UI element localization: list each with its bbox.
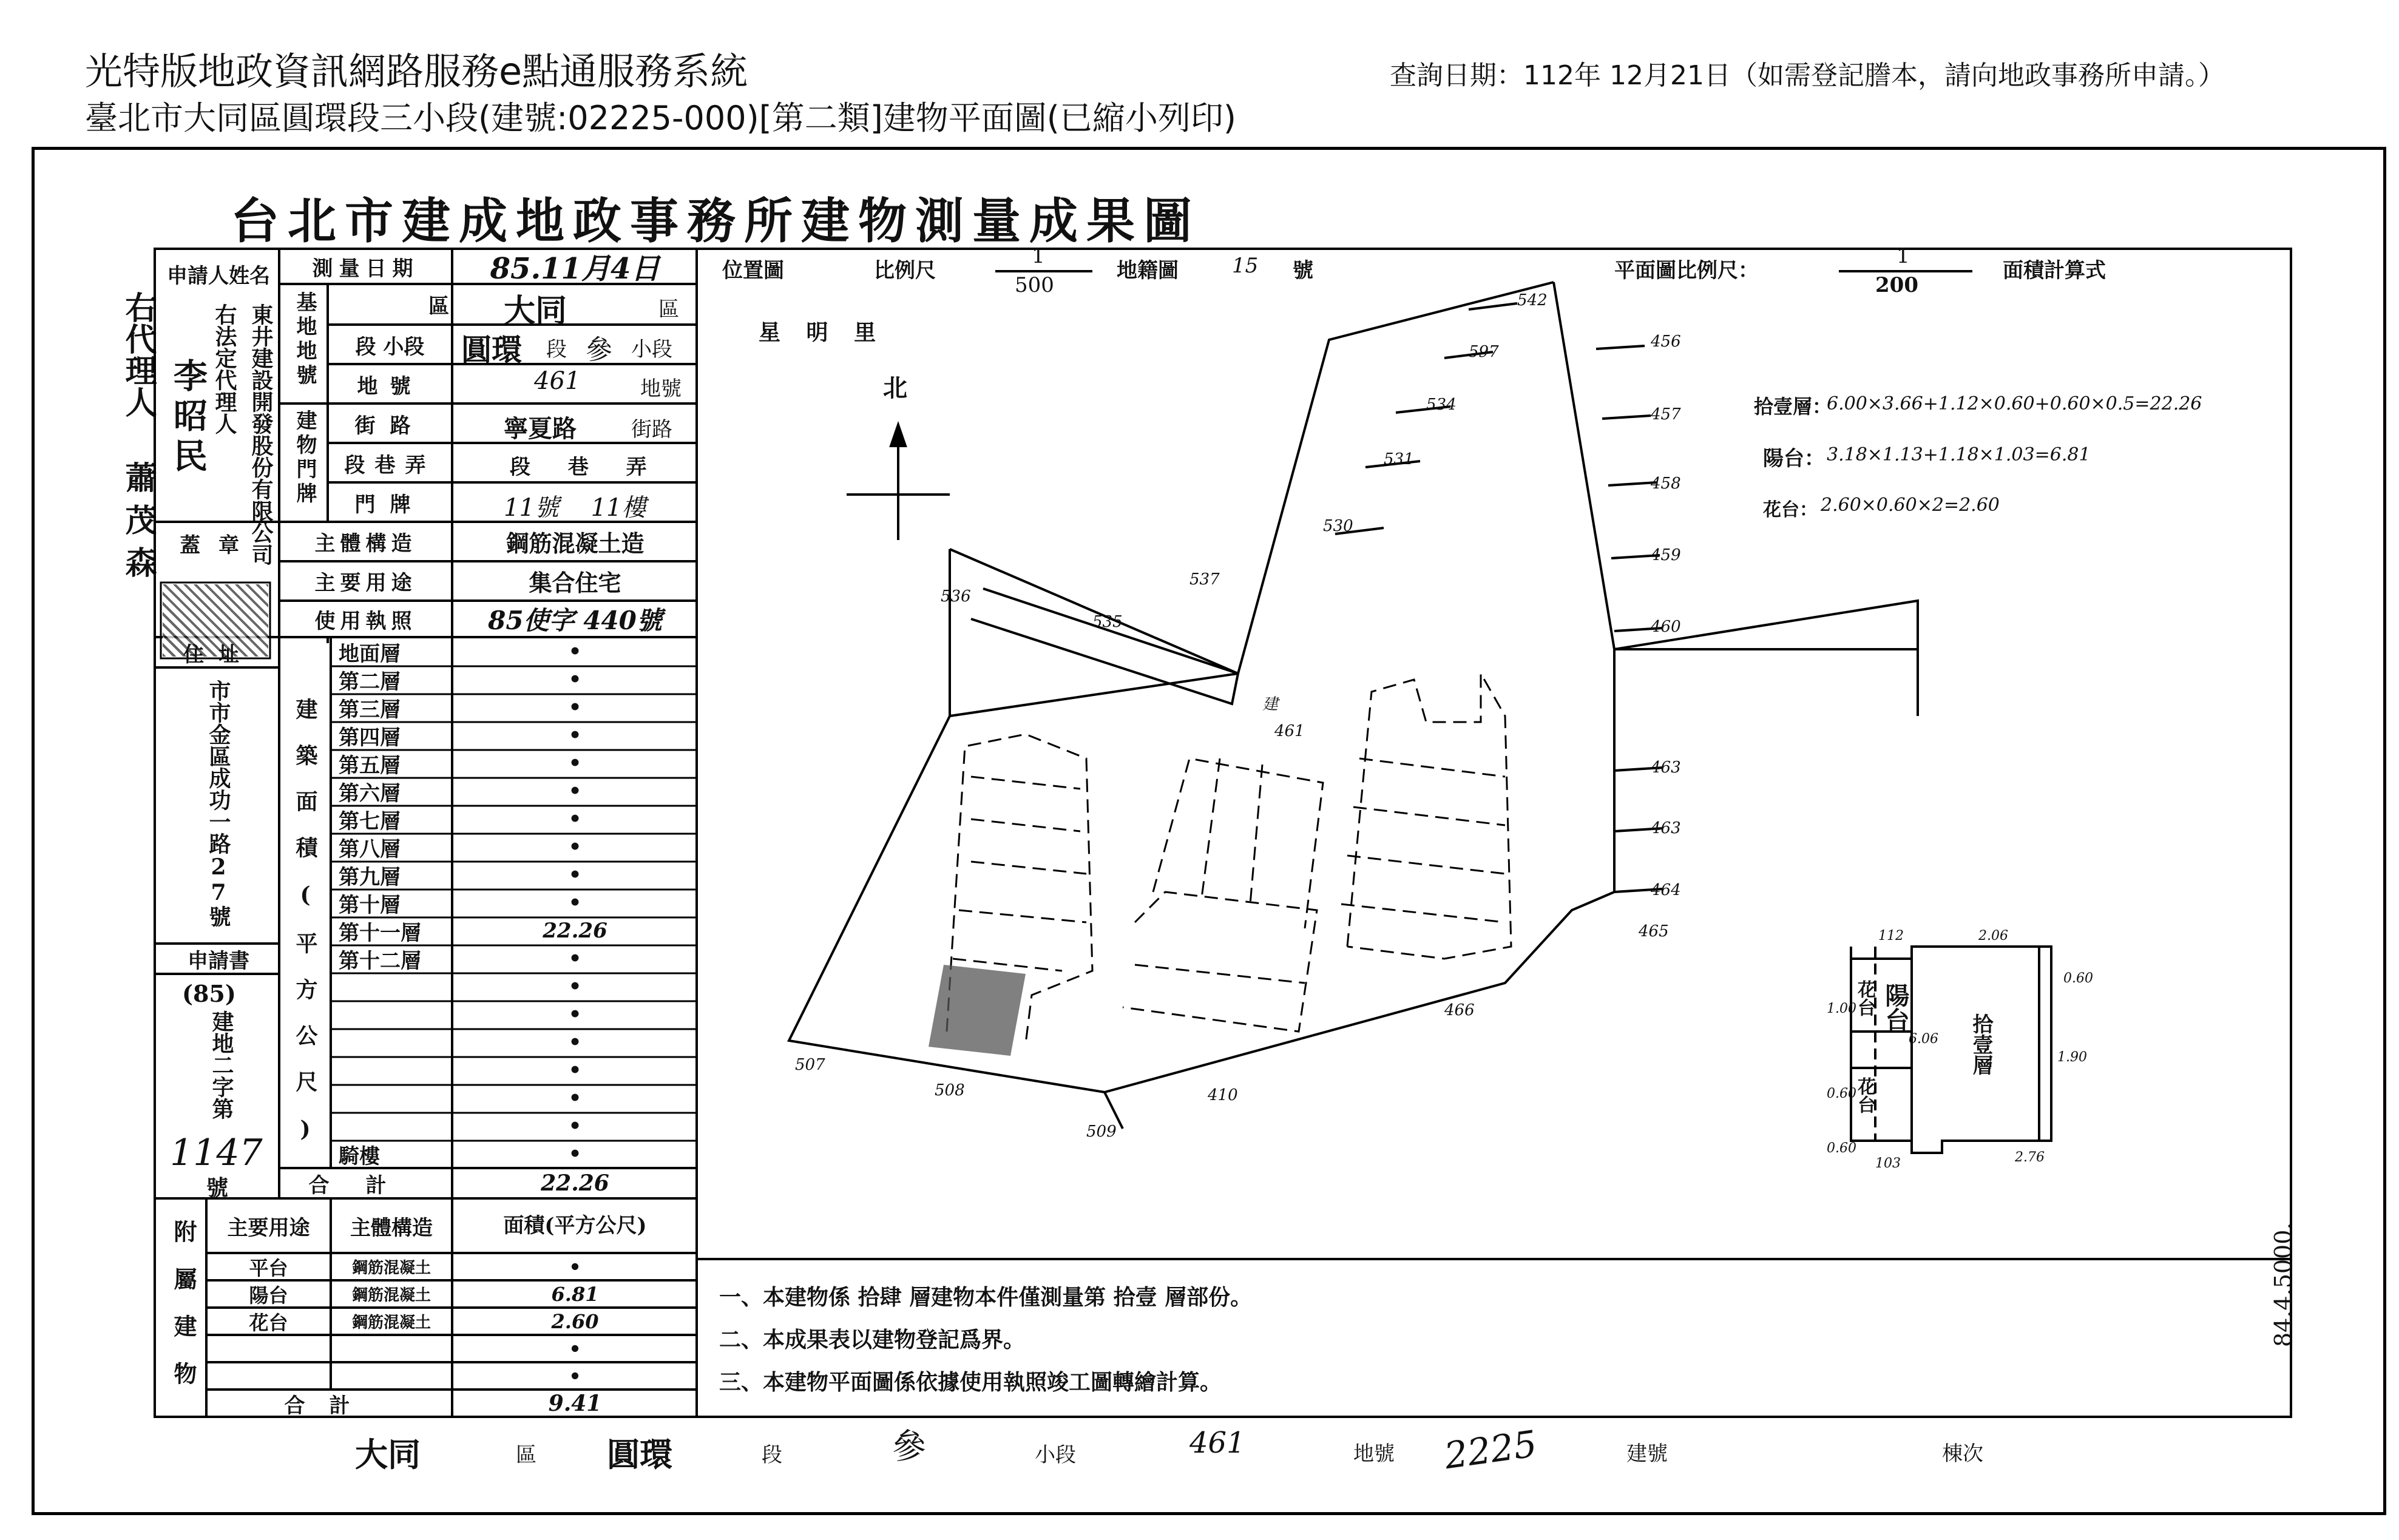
lot-number: 464: [1651, 881, 1681, 899]
annex-area: •: [569, 1337, 581, 1360]
annex-area-header: 面積(平方公尺): [503, 1214, 647, 1238]
annex-use-header: 主要用途: [227, 1215, 310, 1240]
lot-number: 534: [1426, 396, 1457, 414]
plan-calc-label: 面積計算式: [2003, 258, 2106, 283]
calc-floor-label: 拾壹層：: [1754, 395, 1832, 418]
floor-value: •: [568, 1142, 582, 1166]
annex-structure: 鋼筋混凝土: [351, 1314, 431, 1332]
floor-value: •: [568, 640, 582, 664]
annex-area: •: [569, 1364, 581, 1388]
plan-label-balcony: 陽台: [1881, 983, 1910, 1032]
location-scale-den: 500: [1015, 273, 1054, 297]
footer-section-unit: 段: [762, 1443, 782, 1467]
cadastral-no: 15: [1232, 254, 1259, 278]
plan-dimension: 2.76: [2015, 1150, 2045, 1165]
lot-number: 461: [1274, 722, 1305, 740]
main-structure-label: 主體構造: [314, 531, 417, 556]
lot-number: 536: [941, 587, 971, 606]
application-number: 1147: [170, 1132, 263, 1174]
street-label: 街路: [354, 413, 425, 438]
plan-label-floor: 拾壹層: [1969, 1013, 1993, 1075]
address-value: 市市金區成功一路27號: [206, 680, 231, 927]
application-label: 申請書: [188, 948, 249, 973]
plan-dimension: 2.06: [1978, 928, 2008, 944]
lot-number: 410: [1208, 1086, 1238, 1104]
floor-name: 第九層: [339, 865, 401, 890]
floor-name: 第二層: [339, 669, 401, 694]
record-title: 臺北市大同區圓環段三小段(建號:02225-000)[第二類]建物平面圖(已縮小列印): [85, 99, 1236, 137]
floor-value: •: [568, 947, 582, 971]
floor-value: •: [568, 891, 582, 915]
floor-name: 第三層: [339, 697, 401, 722]
floor-value: •: [568, 667, 582, 692]
floor-value: 22.26: [543, 919, 607, 943]
footer-building-unit: 建號: [1626, 1442, 1668, 1466]
permit-value: 85使字 440號: [488, 606, 662, 635]
footer-lot: 461: [1189, 1426, 1245, 1460]
plan-dimension: 103: [1875, 1156, 1901, 1171]
annex-use: 平台: [249, 1256, 288, 1280]
plan-dimension: 112: [1878, 928, 1904, 944]
query-date: 查詢日期：112年 12月21日（如需登記謄本，請向地政事務所申請。）: [1390, 60, 2225, 91]
floor-total-label: 合計: [308, 1173, 423, 1198]
floor-name: 騎樓: [339, 1144, 380, 1169]
agent-name: 蕭茂森: [120, 461, 157, 589]
calc-balcony-label: 陽台：: [1763, 447, 1825, 471]
lot-number: 459: [1651, 546, 1681, 564]
representative-label: 右法定代理人: [212, 303, 237, 434]
north-label: 北: [883, 374, 907, 402]
seal-label: 蓋章: [180, 533, 257, 558]
floor-value: •: [568, 863, 582, 887]
annex-area: 6.81: [551, 1282, 599, 1306]
document-title: 台北市建成地政事務所建物測量成果圖: [231, 192, 1200, 249]
lot-number: 507: [795, 1056, 825, 1074]
main-use-label: 主要用途: [314, 570, 417, 595]
location-scale-num: 1: [1032, 244, 1045, 268]
doorplate-label: 門牌: [354, 492, 425, 517]
lot-unit: 地號: [640, 377, 682, 401]
plan-dimension: 1.00: [1827, 1001, 1856, 1016]
floor-name: 第六層: [339, 781, 401, 806]
representative-name: 李昭民: [168, 358, 208, 478]
floor-name: 第十層: [339, 893, 401, 917]
lot-number: 463: [1651, 819, 1681, 837]
lot-number: 460: [1651, 618, 1681, 636]
footer-subsection-unit: 小段: [1035, 1443, 1076, 1467]
plan-label-planter-1: 花台: [1854, 980, 1875, 1016]
lot-number: 456: [1651, 333, 1681, 351]
lot-number: 457: [1651, 405, 1681, 424]
application-year: (85): [182, 980, 236, 1007]
subsection-unit: 小段: [631, 337, 672, 362]
lot-number: 508: [935, 1081, 965, 1099]
footer-district-unit: 區: [516, 1443, 536, 1467]
floor-value: •: [568, 695, 582, 720]
lot-number: 466: [1444, 1001, 1475, 1019]
district-label: 區: [428, 294, 449, 319]
location-scale-label: 比例尺: [874, 258, 936, 283]
note-line: 二、本成果表以建物登記爲界。: [719, 1327, 1026, 1353]
annex-total-value: 9.41: [548, 1391, 602, 1416]
lot-number: 542: [1517, 291, 1548, 309]
application-code: 建地二字第: [209, 1010, 234, 1120]
footer-lot-unit: 地號: [1353, 1442, 1395, 1466]
annex-use: 陽台: [249, 1283, 288, 1307]
lot-number: 建: [1262, 695, 1279, 714]
floor-name: 第七層: [339, 809, 401, 834]
lot-value: 461: [534, 367, 581, 395]
floor-value: •: [568, 1030, 582, 1055]
door-label: 建物門牌: [293, 410, 317, 507]
floor-name: 地面層: [339, 641, 401, 666]
calc-floor-formula: 6.00×3.66+1.12×0.60+0.60×0.5=22.26: [1827, 393, 2202, 414]
lane-value: 段 巷 弄: [510, 455, 647, 479]
application-suffix: 號: [206, 1175, 229, 1201]
annex-area: 2.60: [551, 1309, 599, 1333]
floor-value: •: [568, 1086, 582, 1110]
lot-number: 537: [1189, 570, 1220, 589]
plan-scale-den: 200: [1875, 273, 1918, 297]
neighborhood-label: 星 明 里: [759, 320, 876, 345]
floor-value: •: [568, 723, 582, 748]
plan-scale-label: 平面圖比例尺：: [1614, 258, 1759, 283]
lot-number: 535: [1092, 613, 1123, 631]
floor-name: 第十二層: [339, 948, 421, 973]
floor-value: •: [568, 1114, 582, 1138]
location-map-label: 位置圖: [722, 258, 784, 283]
survey-date-value: 85.11月4日: [490, 251, 660, 286]
plan-dimension: 1.90: [2057, 1050, 2087, 1065]
street-value: 寧夏路: [504, 414, 577, 443]
applicant-label: 申請人姓名: [167, 264, 270, 288]
plan-dimension: 6.06: [1909, 1032, 1938, 1047]
lot-number: 463: [1651, 758, 1681, 777]
doorplate-value: 11號 11樓: [504, 494, 646, 522]
floor-area-label: 建築面積(平方公尺): [293, 698, 318, 1166]
section-unit: 段: [546, 337, 567, 362]
lot-number: 465: [1639, 922, 1669, 941]
floor-name: 第十一層: [339, 920, 421, 945]
floor-total-value: 22.26: [541, 1170, 609, 1196]
footer-section: 圓環: [607, 1435, 672, 1474]
main-use-value: 集合住宅: [529, 569, 621, 596]
floor-name: 第四層: [339, 725, 401, 750]
floor-value: •: [568, 1058, 582, 1082]
plan-label-planter-2: 花台: [1854, 1077, 1875, 1113]
main-structure-value: 鋼筋混凝土造: [506, 529, 645, 557]
plan-scale-num: 1: [1897, 244, 1910, 268]
cadastral-unit: 號: [1293, 258, 1313, 283]
address-label: 住址: [183, 642, 254, 667]
floor-value: •: [568, 807, 582, 831]
lot-number: 597: [1469, 343, 1499, 361]
survey-date-label: 測量日期: [312, 256, 419, 281]
footer-district: 大同: [355, 1435, 421, 1474]
permit-label: 使用執照: [314, 609, 417, 633]
agent-label: 右代理人: [120, 291, 157, 417]
annex-structure: 鋼筋混凝土: [351, 1286, 431, 1305]
section-value: 圓環: [461, 332, 522, 368]
floor-value: •: [568, 974, 582, 999]
street-unit: 街路: [631, 417, 672, 442]
cadastral-label: 地籍圖: [1117, 258, 1179, 283]
annex-structure: 鋼筋混凝土: [351, 1259, 431, 1277]
annex-structure-header: 主體構造: [350, 1215, 433, 1240]
floor-value: •: [568, 1002, 582, 1027]
lot-number: 530: [1323, 517, 1353, 535]
section-label: 段 小段: [355, 334, 425, 359]
lot-number: 509: [1086, 1123, 1117, 1141]
applicant-company: 東井建設開發股份有限公司: [248, 303, 274, 566]
lot-number: 458: [1651, 474, 1681, 493]
district-value: 大同: [504, 292, 567, 329]
lane-label: 段巷弄: [344, 453, 436, 478]
floor-value: •: [568, 835, 582, 859]
vertical-stamp: 84.4.5000.: [2270, 1222, 2296, 1347]
annex-total-label: 合計: [284, 1393, 374, 1418]
footer-building-no: 2225: [1441, 1422, 1540, 1478]
plan-dimension: 0.60: [2063, 971, 2093, 986]
site-label: 基地地號: [293, 291, 317, 388]
floor-value: •: [568, 779, 582, 803]
subsection-value: 參: [586, 334, 612, 365]
calc-planter-formula: 2.60×0.60×2=2.60: [1821, 495, 2000, 516]
plan-dimension: 0.60: [1827, 1086, 1856, 1101]
lot-number: 531: [1384, 450, 1414, 468]
district-unit: 區: [658, 297, 679, 322]
system-title: 光特版地政資訊網路服務e點通服務系統: [85, 49, 748, 93]
note-line: 一、本建物係 拾肆 層建物本件僅測量第 拾壹 層部份。: [719, 1285, 1253, 1310]
footer-floor-label: 棟次: [1942, 1442, 1983, 1466]
annex-use: 花台: [249, 1311, 288, 1334]
plan-dimension: 0.60: [1827, 1141, 1856, 1156]
annex-side-label: 附屬建物: [170, 1220, 197, 1409]
annex-area: •: [569, 1255, 581, 1278]
calc-balcony-formula: 3.18×1.13+1.18×1.03=6.81: [1827, 444, 2091, 465]
floor-name: 第八層: [339, 837, 401, 862]
lot-label: 地號: [357, 374, 423, 399]
floor-value: •: [568, 751, 582, 775]
calc-planter-label: 花台：: [1763, 499, 1818, 521]
floor-name: 第五層: [339, 753, 401, 778]
footer-subsection: 參: [892, 1427, 926, 1467]
note-line: 三、本建物平面圖係依據使用執照竣工圖轉繪計算。: [719, 1369, 1222, 1395]
